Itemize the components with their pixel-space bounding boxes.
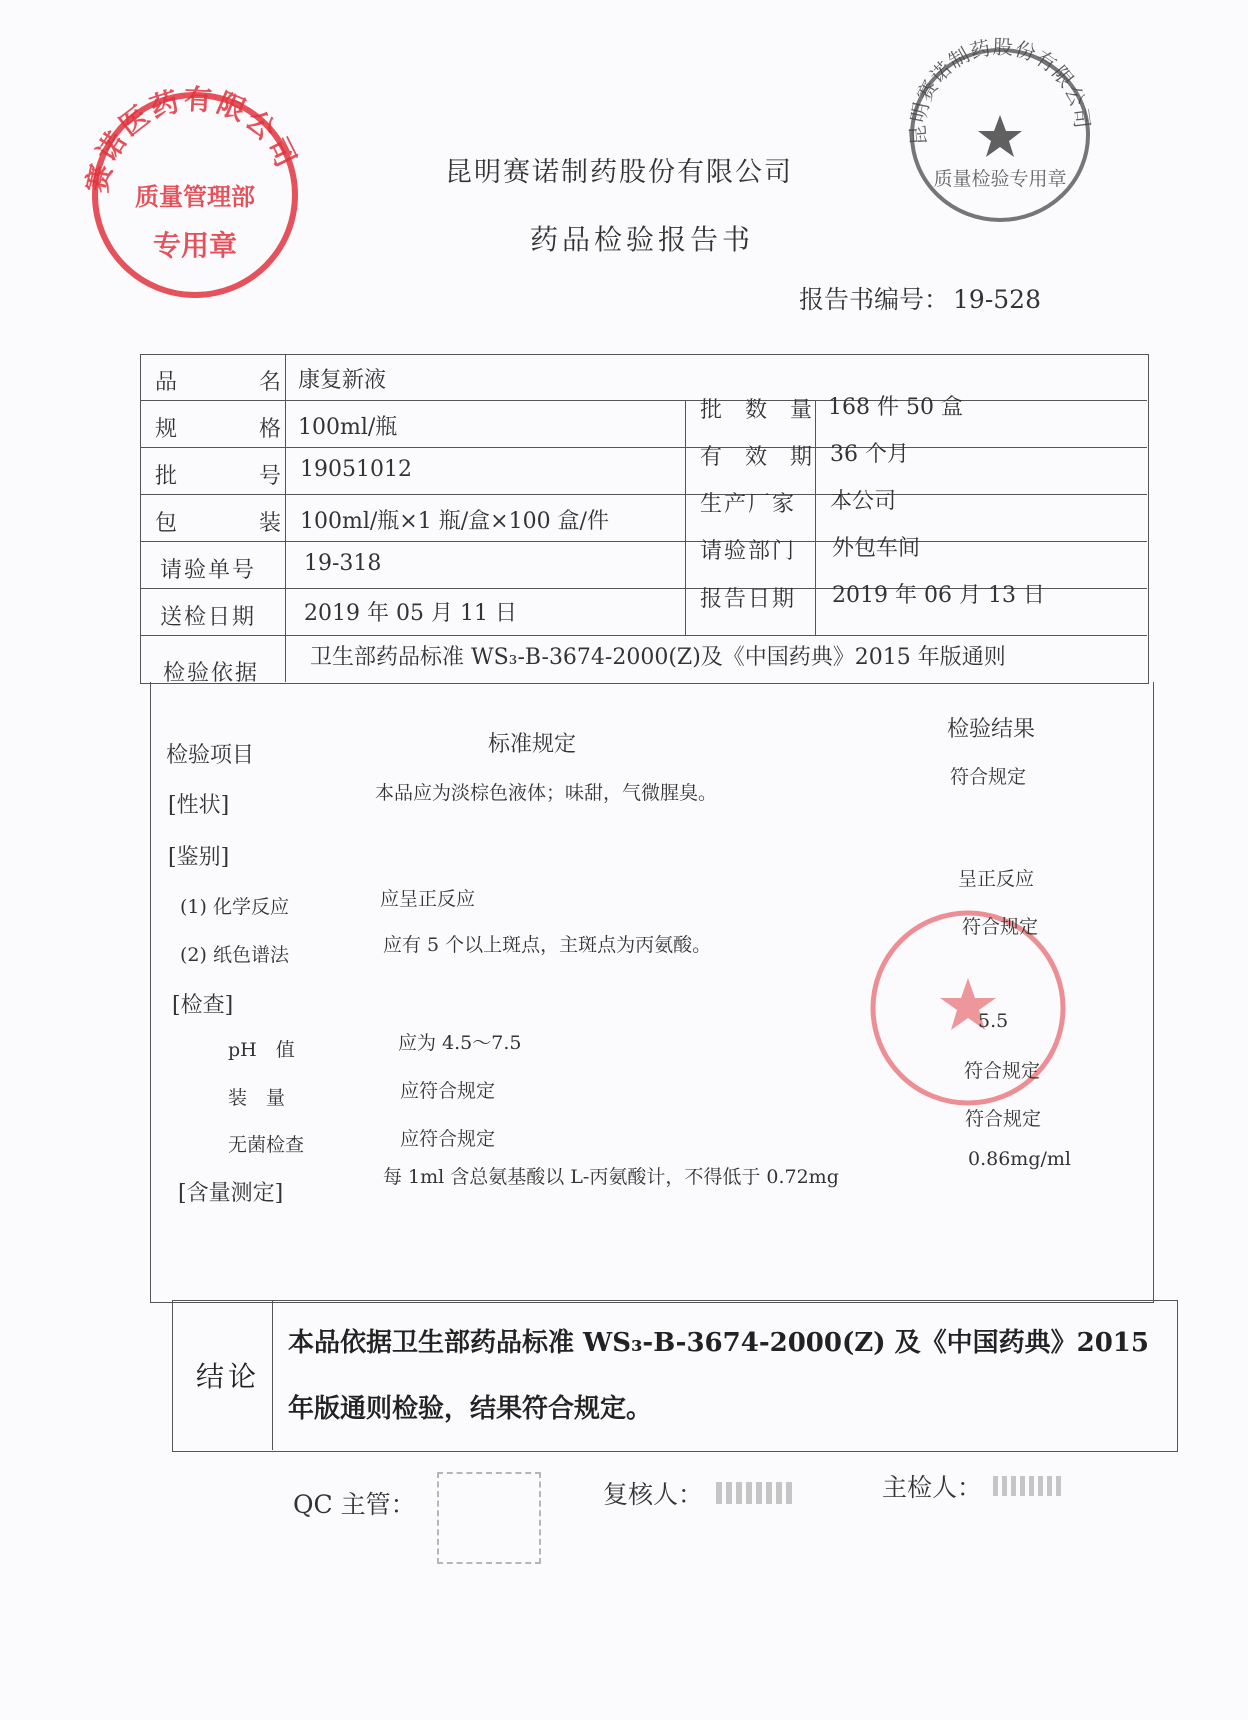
test-item-identification: [鉴别] (168, 845, 230, 870)
stamp-inner-text: 质量管理部 (135, 183, 255, 211)
test-item-check: [检查] (172, 993, 234, 1018)
quantity-label: 批 数 量 (700, 398, 820, 423)
stamp-outer-text: 昆明赛诺制药股份有限公司 (905, 35, 1095, 147)
conclusion-label: 结论 (196, 1360, 261, 1393)
basis-value: 卫生部药品标准 WS₃-B-3674-2000(Z)及《中国药典》2015 年版通则 (310, 645, 1006, 670)
spec-value: 100ml/瓶 (298, 415, 398, 440)
manufacturer-value: 本公司 (830, 489, 897, 514)
quality-inspection-stamp (900, 35, 1100, 235)
conclusion-text: 本品依据卫生部药品标准 WS₃-B-3674-2000(Z) 及《中国药典》2015 年版通则检验，结果符合规定。 (288, 1328, 1149, 1424)
report-number (795, 280, 1041, 316)
test-standard-chemical: 应呈正反应 (380, 888, 476, 910)
test-result-volume: 符合规定 (964, 1060, 1041, 1082)
batch-no-value: 19051012 (300, 457, 412, 482)
qc-signature-box (437, 1472, 541, 1564)
stamp-outer-text: 赛诺医药有限公司 (80, 82, 304, 196)
spec-label: 规 格 (155, 417, 312, 442)
inspector-signature (993, 1476, 1063, 1496)
document-title: 药品检验报告书 (530, 223, 755, 256)
package-value: 100ml/瓶×1 瓶/盒×100 盒/件 (300, 509, 609, 534)
col-standard-header: 标准规定 (488, 732, 577, 757)
test-item-assay: [含量测定] (178, 1181, 284, 1206)
test-item-volume: 装 量 (228, 1087, 286, 1109)
test-standard-sterility: 应符合规定 (400, 1128, 496, 1150)
report-date-value: 2019 年 06 月 13 日 (832, 583, 1045, 608)
test-item-paper-chromatography: (2) 纸色谱法 (180, 944, 289, 966)
department-label: 请验部门 (700, 539, 797, 564)
manufacturer-label: 生产厂家 (700, 492, 797, 517)
test-result-assay: 0.86mg/ml (968, 1148, 1071, 1170)
basis-label: 检验依据 (163, 661, 260, 686)
send-date-value: 2019 年 05 月 11 日 (304, 601, 517, 626)
svg-text:赛诺医药有限公司 (80, 83, 304, 196)
department-value: 外包车间 (832, 536, 921, 561)
report-date-label: 报告日期 (700, 587, 797, 612)
test-standard-volume: 应符合规定 (400, 1080, 496, 1102)
request-no-label: 请验单号 (160, 558, 257, 583)
test-result-appearance: 符合规定 (950, 766, 1027, 788)
test-item-ph: pH 值 (228, 1039, 295, 1061)
inspector-label: 主检人： (882, 1473, 983, 1502)
request-no-value: 19-318 (304, 551, 382, 576)
qc-supervisor-label: QC 主管： (293, 1490, 416, 1519)
batch-no-label: 批 号 (155, 464, 312, 489)
test-item-sterility: 无菌检查 (228, 1134, 305, 1156)
stamp-bottom-text: 专用章 (152, 229, 238, 262)
quantity-value: 168 件 50 盒 (828, 395, 963, 420)
test-standard-paper-chromatography: 应有 5 个以上斑点，主斑点为丙氨酸。 (383, 934, 712, 956)
stamp-bottom-text: 质量检验专用章 (933, 168, 1067, 190)
send-date-label: 送检日期 (160, 605, 257, 630)
col-item-header: 检验项目 (166, 743, 255, 768)
test-standard-assay: 每 1ml 含总氨基酸以 L-丙氨酸计，不得低于 0.72mg (383, 1166, 839, 1188)
validity-value: 36 个月 (830, 442, 909, 467)
product-name-label: 品 名 (155, 370, 312, 395)
test-result-ph: 5.5 (978, 1010, 1009, 1032)
col-result-header: 检验结果 (947, 717, 1036, 742)
test-standard-appearance: 本品应为淡棕色液体；味甜，气微腥臭。 (375, 782, 718, 804)
test-result-paper-chromatography: 符合规定 (962, 916, 1039, 938)
reviewer-label: 复核人： (603, 1480, 704, 1509)
quality-dept-stamp (80, 80, 310, 310)
test-result-chemical: 呈正反应 (958, 868, 1035, 890)
package-label: 包 装 (155, 511, 312, 536)
reviewer-signature (716, 1482, 796, 1504)
validity-label: 有 效 期 (700, 445, 820, 470)
report-number-label: 报告书编号： (799, 285, 950, 314)
report-number-value: 19-528 (953, 285, 1041, 314)
test-result-sterility: 符合规定 (965, 1108, 1042, 1130)
test-item-appearance: [性状] (168, 793, 230, 818)
test-item-chemical: (1) 化学反应 (180, 896, 289, 918)
company-name: 昆明赛诺制药股份有限公司 (445, 157, 793, 188)
test-standard-ph: 应为 4.5～7.5 (398, 1032, 522, 1054)
product-name-value: 康复新液 (298, 368, 387, 393)
